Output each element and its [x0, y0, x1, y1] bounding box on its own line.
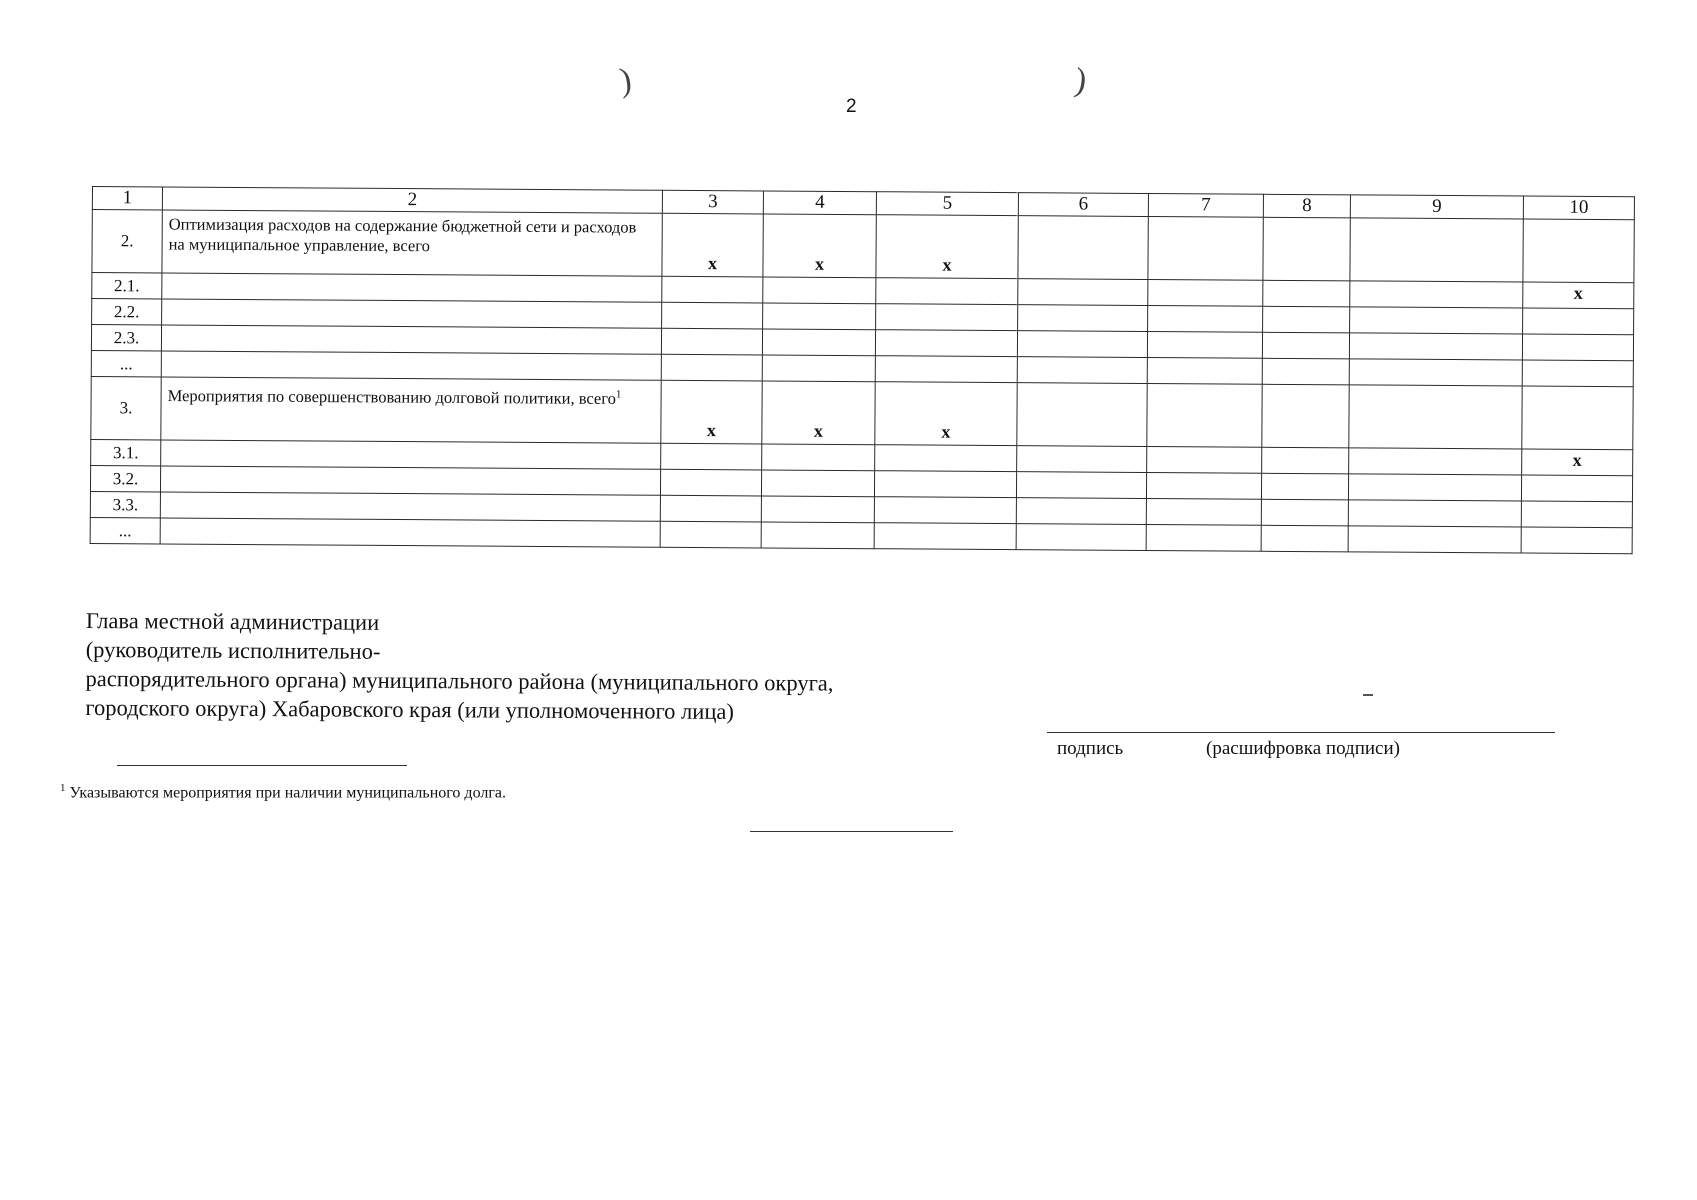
signature-line	[1047, 732, 1555, 733]
column-header: 4	[763, 191, 876, 215]
table-cell	[1263, 280, 1350, 307]
footnote-mark: 1	[60, 782, 66, 794]
plan-table	[90, 186, 1635, 554]
table-cell	[1349, 385, 1522, 449]
signatory-line: Глава местной администрации	[85, 607, 380, 635]
table-cell	[662, 276, 763, 303]
column-header: 8	[1263, 194, 1350, 218]
column-header: 10	[1523, 196, 1634, 220]
table-cell	[1148, 280, 1263, 307]
column-header: 6	[1018, 193, 1148, 217]
scan-bracket-mark: )	[1072, 61, 1089, 100]
table-cell	[1262, 384, 1349, 448]
table-row	[92, 210, 1634, 283]
table-cell	[1018, 216, 1148, 280]
row-number: ...	[91, 350, 161, 376]
row-number: 2.	[92, 210, 162, 273]
table-row	[91, 376, 1633, 449]
table-cell	[162, 273, 662, 302]
table-cell	[1350, 218, 1523, 282]
row-number: 3.1.	[91, 439, 161, 465]
table-cell	[1350, 281, 1523, 308]
table-cell	[1263, 217, 1350, 281]
column-header: 9	[1350, 195, 1523, 219]
footnote-text: Указываются мероприятия при наличии муниципального долга.	[69, 784, 506, 802]
row-number: 2.2.	[92, 299, 162, 325]
table-cell	[876, 278, 1018, 305]
scan-bracket-mark: )	[617, 61, 634, 100]
row-number: 3.3.	[90, 491, 160, 517]
row-number: ...	[90, 517, 160, 543]
x-mark: x	[661, 380, 762, 444]
row-description: Оптимизация расходов на содержание бюджетной сети и расходов на муниципальное управление, всего	[162, 210, 662, 276]
footnote-ref: 1	[615, 388, 622, 401]
x-mark: x	[876, 215, 1018, 279]
x-mark: x	[762, 381, 875, 445]
footnote-divider	[117, 765, 407, 766]
x-mark: x	[1522, 449, 1633, 476]
signatory-title	[85, 606, 834, 727]
signatory-line: городского округа) Хабаровского края (или уполномоченного лица)	[85, 694, 734, 724]
table-cell	[1522, 386, 1633, 450]
table-cell	[1017, 383, 1147, 447]
x-mark: x	[763, 214, 876, 278]
column-header: 2	[162, 187, 662, 213]
signature-decoding-caption: (расшифровка подписи)	[1206, 738, 1400, 759]
column-header: 7	[1148, 194, 1263, 218]
row-number: 3.2.	[90, 465, 160, 491]
row-description	[161, 377, 661, 443]
x-mark: x	[875, 382, 1017, 446]
row-number: 2.3.	[91, 325, 161, 351]
column-header: 1	[92, 187, 162, 210]
row-number: 3.	[91, 376, 161, 439]
table-cell	[1523, 219, 1634, 283]
signatory-line: (руководитель исполнительно-	[85, 636, 381, 664]
column-header: 5	[876, 192, 1018, 216]
scan-dash-mark	[1363, 694, 1373, 696]
x-mark: x	[662, 213, 763, 277]
signatory-line: распорядительного органа) муниципального района (муниципального округа,	[85, 665, 834, 696]
table-cell	[1018, 279, 1148, 306]
column-header: 3	[662, 190, 763, 214]
table-cell	[1148, 217, 1263, 281]
table-cell	[1147, 384, 1262, 448]
row-number: 2.1.	[92, 273, 162, 299]
page-number: 2	[846, 96, 857, 117]
table-cell	[763, 277, 876, 304]
row-description-text: Мероприятия по совершенствованию долговой политики, всего	[167, 386, 616, 408]
plan-table-container	[90, 186, 1634, 554]
x-mark: x	[1523, 282, 1634, 309]
footnote	[60, 782, 506, 802]
signature-caption: подпись	[1057, 738, 1124, 759]
end-divider	[750, 831, 953, 832]
